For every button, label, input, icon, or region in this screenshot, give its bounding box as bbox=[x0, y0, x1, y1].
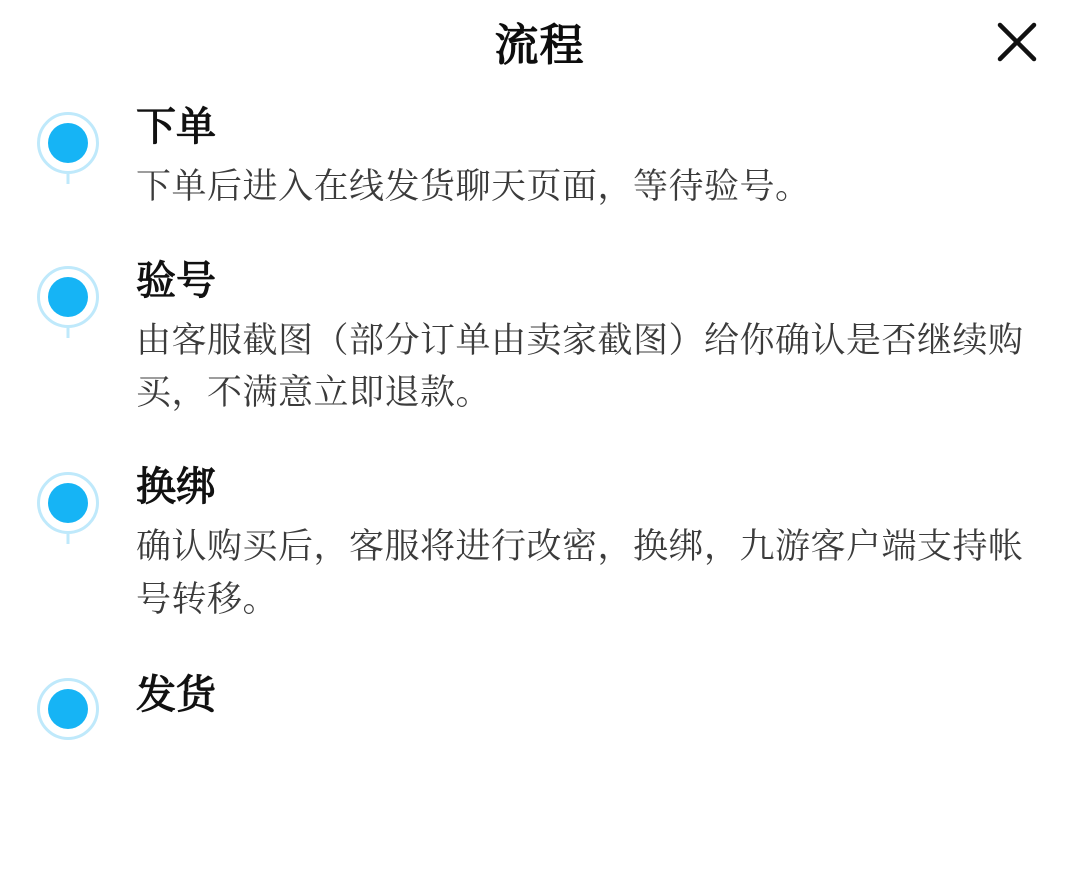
process-step bbox=[0, 260, 1079, 420]
page-title: 流程 bbox=[494, 21, 585, 70]
step-dot-icon bbox=[37, 266, 99, 328]
process-step bbox=[0, 672, 1079, 740]
step-dot-icon bbox=[37, 678, 99, 740]
step-title: 发货 bbox=[136, 673, 216, 718]
step-body bbox=[136, 672, 1079, 729]
step-body bbox=[136, 260, 1079, 420]
process-step bbox=[0, 466, 1079, 626]
step-title: 换绑 bbox=[136, 464, 216, 509]
step-connector-line bbox=[67, 174, 70, 184]
step-marker-column bbox=[0, 106, 136, 174]
step-description: 由客服截图（部分订单由卖家截图）给你确认是否继续购买，不满意立即退款。 bbox=[136, 320, 1024, 413]
process-step bbox=[0, 106, 1079, 214]
step-title: 下单 bbox=[136, 105, 216, 149]
process-steps bbox=[0, 106, 1079, 740]
step-dot-icon bbox=[37, 472, 99, 534]
step-marker-column bbox=[0, 466, 136, 534]
step-body bbox=[136, 106, 1079, 214]
close-icon bbox=[994, 19, 1040, 65]
step-connector-line bbox=[67, 328, 70, 338]
step-marker-column bbox=[0, 672, 136, 740]
step-marker-column bbox=[0, 260, 136, 328]
step-body bbox=[136, 466, 1079, 626]
close-button[interactable] bbox=[985, 10, 1049, 74]
step-title: 验号 bbox=[136, 258, 216, 303]
sheet-header bbox=[0, 0, 1079, 92]
step-description: 下单后进入在线发货聊天页面，等待验号。 bbox=[136, 167, 811, 207]
step-connector-line bbox=[67, 534, 70, 544]
step-dot-icon bbox=[37, 112, 99, 174]
step-description: 确认购买后，客服将进行改密，换绑，九游客户端支持帐号转移。 bbox=[136, 527, 1024, 619]
